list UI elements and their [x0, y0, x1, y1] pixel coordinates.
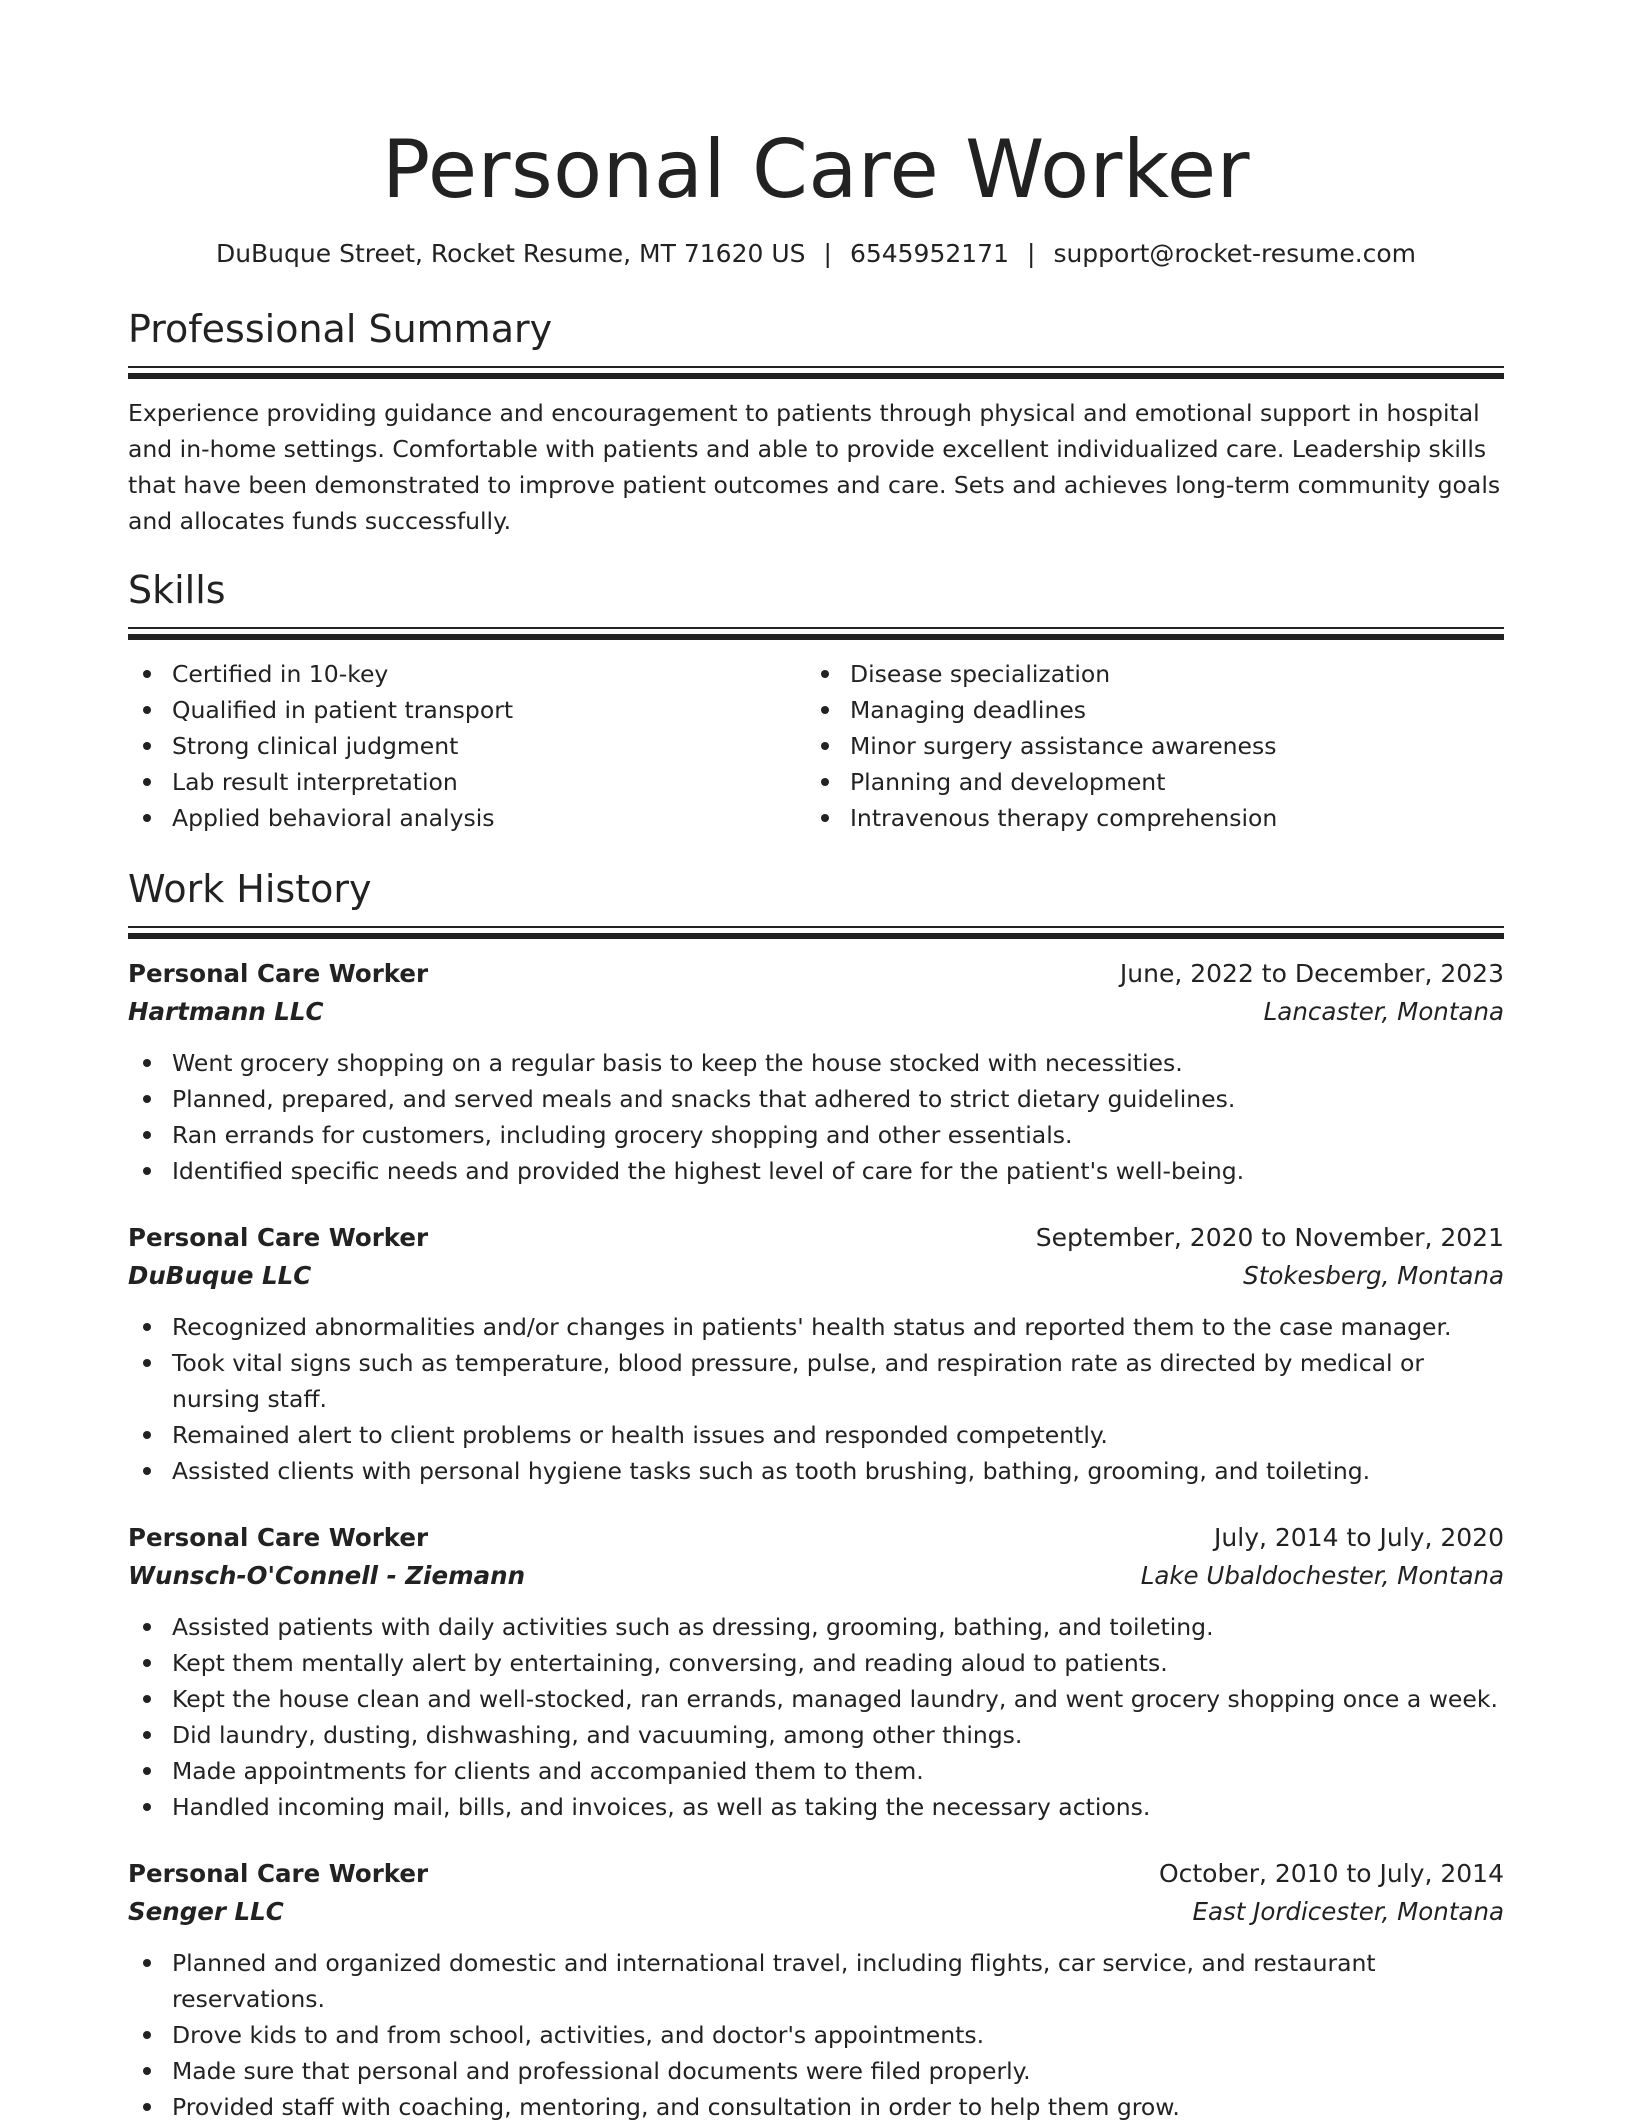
job-bullet: [128, 1309, 1504, 1345]
bullet-icon: [143, 1167, 151, 1175]
skill-label: Minor surgery assistance awareness: [850, 732, 1277, 760]
job-bullet-text: Made appointments for clients and accompanied them to them.: [172, 1757, 924, 1785]
section-title-skills: Skills: [128, 568, 226, 612]
job-title: Personal Care Worker: [128, 959, 429, 988]
job-header-row: [128, 1855, 1504, 1893]
bullet-icon: [821, 706, 829, 714]
job-bullet-text: Assisted clients with personal hygiene tasks such as tooth brushing, bathing, grooming, and toileting.: [172, 1457, 1371, 1485]
job-company: DuBuque LLC: [128, 1261, 312, 1290]
section-title-summary: Professional Summary: [128, 307, 553, 351]
job-entry: [128, 1855, 1504, 2125]
skill-label: Lab result interpretation: [172, 768, 458, 796]
skill-item: [806, 764, 1484, 800]
job-bullet-text: Ran errands for customers, including grocery shopping and other essentials.: [172, 1121, 1073, 1149]
bullet-icon: [821, 742, 829, 750]
bullet-icon: [143, 1359, 151, 1367]
job-company: Senger LLC: [128, 1897, 284, 1926]
job-bullet: [128, 1717, 1504, 1753]
job-dates: June, 2022 to December, 2023: [1119, 959, 1504, 988]
job-bullet: [128, 1345, 1504, 1417]
job-bullet: [128, 1681, 1504, 1717]
job-entry: [128, 1219, 1504, 1489]
contact-separator: |: [823, 239, 832, 268]
bullet-icon: [143, 1623, 151, 1631]
job-header-row: [128, 1219, 1504, 1257]
resume-page: [128, 0, 1504, 2125]
bullet-icon: [143, 778, 151, 786]
job-company-row: [128, 993, 1504, 1031]
job-entry: [128, 955, 1504, 1189]
job-header-row: [128, 955, 1504, 993]
bullet-icon: [143, 1731, 151, 1739]
section-divider: [128, 627, 1504, 629]
skill-item: [128, 728, 806, 764]
job-bullet: [128, 1753, 1504, 1789]
job-bullet-text: Assisted patients with daily activities such as dressing, grooming, bathing, and toileting.: [172, 1613, 1214, 1641]
job-bullet: [128, 1153, 1504, 1189]
skill-label: Managing deadlines: [850, 696, 1087, 724]
job-bullet-text: Drove kids to and from school, activities, and doctor's appointments.: [172, 2021, 985, 2049]
bullet-icon: [143, 2067, 151, 2075]
job-bullet-text: Provided staff with coaching, mentoring, and consultation in order to help them grow.: [172, 2093, 1180, 2121]
skill-item: [128, 764, 806, 800]
job-bullet: [128, 2089, 1504, 2125]
section-divider-thick: [128, 373, 1504, 379]
skill-item: [128, 800, 806, 836]
job-bullet: [128, 1081, 1504, 1117]
job-bullet-text: Kept them mentally alert by entertaining, conversing, and reading aloud to patients.: [172, 1649, 1168, 1677]
contact-phone: 6545952171: [849, 239, 1009, 268]
skills-columns: [128, 656, 1504, 836]
job-bullet-text: Remained alert to client problems or health issues and responded competently.: [172, 1421, 1108, 1449]
section-divider-thick: [128, 634, 1504, 640]
bullet-icon: [143, 706, 151, 714]
job-bullet: [128, 1453, 1504, 1489]
bullet-icon: [821, 778, 829, 786]
job-title: Personal Care Worker: [128, 1859, 429, 1888]
job-bullet-text: Did laundry, dusting, dishwashing, and vacuuming, among other things.: [172, 1721, 1023, 1749]
job-bullets: [128, 1309, 1504, 1489]
job-dates: July, 2014 to July, 2020: [1214, 1523, 1504, 1552]
skills-list-right: [806, 656, 1484, 836]
job-dates: October, 2010 to July, 2014: [1158, 1859, 1504, 1888]
job-bullet: [128, 1645, 1504, 1681]
skill-item: [806, 728, 1484, 764]
contact-email[interactable]: support@rocket-resume.com: [1053, 239, 1417, 268]
skills-list-left: [128, 656, 806, 836]
bullet-icon: [143, 2031, 151, 2039]
job-bullet: [128, 2053, 1504, 2089]
job-title: Personal Care Worker: [128, 1523, 429, 1552]
skill-label: Planning and development: [850, 768, 1166, 796]
work-history-section: [128, 866, 1504, 2125]
job-bullet-text: Took vital signs such as temperature, blood pressure, pulse, and respiration rate as directed by medical or nursing staff.: [172, 1349, 1425, 1413]
skill-label: Applied behavioral analysis: [172, 804, 495, 832]
job-bullet: [128, 1117, 1504, 1153]
section-title-work-history: Work History: [128, 867, 372, 911]
job-bullet-text: Went grocery shopping on a regular basis to keep the house stocked with necessities.: [172, 1049, 1183, 1077]
job-location: Lake Ubaldochester, Montana: [1140, 1561, 1504, 1590]
job-bullet-text: Planned, prepared, and served meals and snacks that adhered to strict dietary guidelines.: [172, 1085, 1236, 1113]
job-company: Hartmann LLC: [128, 997, 324, 1026]
job-bullet: [128, 1945, 1504, 2017]
job-bullet: [128, 1045, 1504, 1081]
resume-name: Personal Care Worker: [381, 123, 1250, 216]
job-bullet: [128, 2017, 1504, 2053]
bullet-icon: [143, 1323, 151, 1331]
skill-item: [128, 692, 806, 728]
bullet-icon: [143, 1767, 151, 1775]
job-bullet: [128, 1609, 1504, 1645]
job-dates: September, 2020 to November, 2021: [1035, 1223, 1504, 1252]
job-location: East Jordicester, Montana: [1192, 1897, 1504, 1926]
skill-label: Certified in 10-key: [172, 660, 389, 688]
skill-item: [806, 656, 1484, 692]
job-company-row: [128, 1257, 1504, 1295]
bullet-icon: [143, 814, 151, 822]
job-company: Wunsch-O'Connell - Ziemann: [128, 1561, 526, 1590]
bullet-icon: [143, 1803, 151, 1811]
skill-label: Qualified in patient transport: [172, 696, 514, 724]
contact-separator: |: [1027, 239, 1036, 268]
skill-item: [128, 656, 806, 692]
job-bullet-text: Recognized abnormalities and/or changes in patients' health status and reported them to the case manager.: [172, 1313, 1452, 1341]
job-location: Stokesberg, Montana: [1243, 1261, 1504, 1290]
bullet-icon: [143, 670, 151, 678]
job-bullet-text: Planned and organized domestic and international travel, including flights, car service, and restaurant reservations.: [172, 1949, 1376, 2013]
job-bullet: [128, 1789, 1504, 1825]
professional-summary-section: [128, 306, 1504, 539]
bullet-icon: [143, 742, 151, 750]
job-bullets: [128, 1045, 1504, 1189]
section-divider: [128, 366, 1504, 368]
job-bullets: [128, 1945, 1504, 2125]
bullet-icon: [821, 814, 829, 822]
skill-label: Disease specialization: [850, 660, 1111, 688]
contact-address: DuBuque Street, Rocket Resume, MT 71620 US: [215, 239, 806, 268]
bullet-icon: [143, 1131, 151, 1139]
job-entry: [128, 1519, 1504, 1825]
job-bullet: [128, 1417, 1504, 1453]
section-divider-thick: [128, 933, 1504, 939]
job-bullet-text: Identified specific needs and provided the highest level of care for the patient's well-being.: [172, 1157, 1245, 1185]
job-header-row: [128, 1519, 1504, 1557]
job-bullet-text: Kept the house clean and well-stocked, ran errands, managed laundry, and went grocery shopping once a week.: [172, 1685, 1498, 1713]
job-title: Personal Care Worker: [128, 1223, 429, 1252]
skill-label: Strong clinical judgment: [172, 732, 459, 760]
skill-item: [806, 800, 1484, 836]
contact-line: [128, 236, 1504, 272]
bullet-icon: [143, 1059, 151, 1067]
job-bullets: [128, 1609, 1504, 1825]
summary-text: Experience providing guidance and encouragement to patients through physical and emotional support in hospital and in-home settings. Comfortable with patients and able to provide excellent individualized care. Leadership skills that have been demonstrated to improve patient outcomes and care. Sets and achieves long-term community goals and allocates funds successfully.: [128, 399, 1501, 535]
bullet-icon: [143, 1095, 151, 1103]
skill-item: [806, 692, 1484, 728]
skills-section: [128, 567, 1504, 836]
job-bullet-text: Handled incoming mail, bills, and invoices, as well as taking the necessary actions.: [172, 1793, 1151, 1821]
bullet-icon: [143, 1959, 151, 1967]
skill-label: Intravenous therapy comprehension: [850, 804, 1278, 832]
bullet-icon: [821, 670, 829, 678]
bullet-icon: [143, 1431, 151, 1439]
section-divider: [128, 926, 1504, 928]
job-bullet-text: Made sure that personal and professional documents were filed properly.: [172, 2057, 1031, 2085]
job-location: Lancaster, Montana: [1263, 997, 1504, 1026]
bullet-icon: [143, 1659, 151, 1667]
job-company-row: [128, 1893, 1504, 1931]
bullet-icon: [143, 2103, 151, 2111]
bullet-icon: [143, 1695, 151, 1703]
job-company-row: [128, 1557, 1504, 1595]
bullet-icon: [143, 1467, 151, 1475]
